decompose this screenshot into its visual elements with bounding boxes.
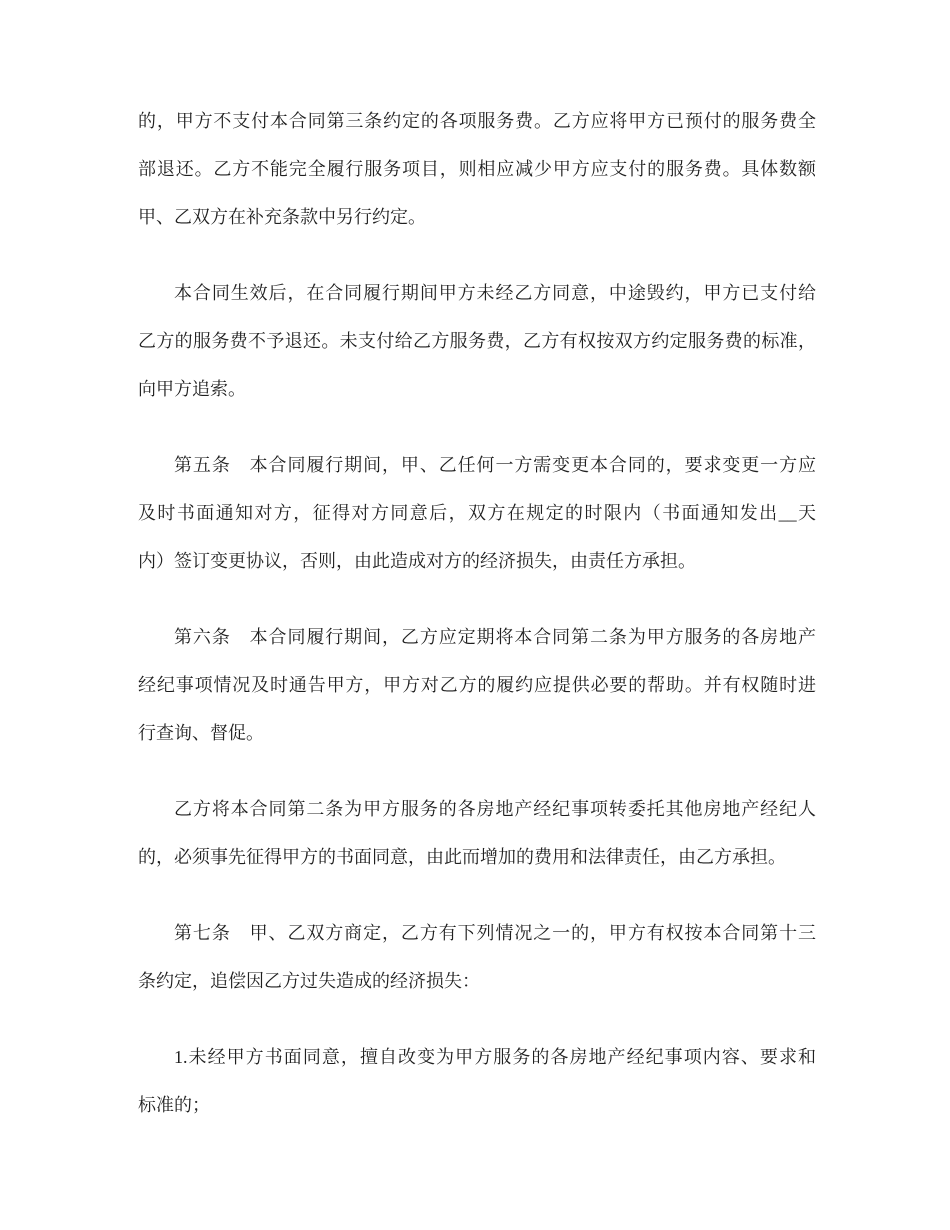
text-line: 条约定，追偿因乙方过失造成的经济损失： [138,971,480,991]
text-line: 部退还。乙方不能完全履行服务项目，则相应减少甲方应支付的服务费。具体数额 [138,159,816,179]
paragraph [138,97,816,241]
paragraph [138,785,816,881]
paragraph [138,909,816,1005]
text-line: 甲、乙双方在补充条款中另行约定。 [138,207,426,227]
text-line: 第五条 本合同履行期间，甲、乙任何一方需变更本合同的，要求变更一方应 [174,455,816,475]
text-line: 行查询、督促。 [138,723,264,743]
text-line: 向甲方追索。 [138,379,246,399]
text-line: 内）签订变更协议，否则，由此造成对方的经济损失，由责任方承担。 [138,551,696,571]
text-line: 第六条 本合同履行期间，乙方应定期将本合同第二条为甲方服务的各房地产 [174,627,816,647]
paragraph [138,613,816,757]
contract-body [138,97,816,1157]
text-line: 及时书面通知对方，征得对方同意后，双方在规定的时限内（书面通知发出__天 [138,503,816,523]
text-line: 经纪事项情况及时通告甲方，甲方对乙方的履约应提供必要的帮助。并有权随时进 [138,675,816,695]
text-line: 的，必须事先征得甲方的书面同意，由此而增加的费用和法律责任，由乙方承担。 [138,847,786,867]
text-line: 乙方将本合同第二条为甲方服务的各房地产经纪事项转委托其他房地产经纪人 [174,799,816,819]
text-line: 乙方的服务费不予退还。未支付给乙方服务费，乙方有权按双方约定服务费的标准， [138,331,816,351]
text-line: 第七条 甲、乙双方商定，乙方有下列情况之一的，甲方有权按本合同第十三 [174,923,816,943]
paragraph [138,441,816,585]
paragraph [138,269,816,413]
text-line: 的，甲方不支付本合同第三条约定的各项服务费。乙方应将甲方已预付的服务费全 [138,111,816,131]
text-line: 标准的； [138,1095,210,1115]
paragraph [138,1033,816,1129]
text-line: 本合同生效后，在合同履行期间甲方未经乙方同意，中途毁约，甲方已支付给 [174,283,816,303]
text-line: 1.未经甲方书面同意，擅自改变为甲方服务的各房地产经纪事项内容、要求和 [174,1047,816,1067]
